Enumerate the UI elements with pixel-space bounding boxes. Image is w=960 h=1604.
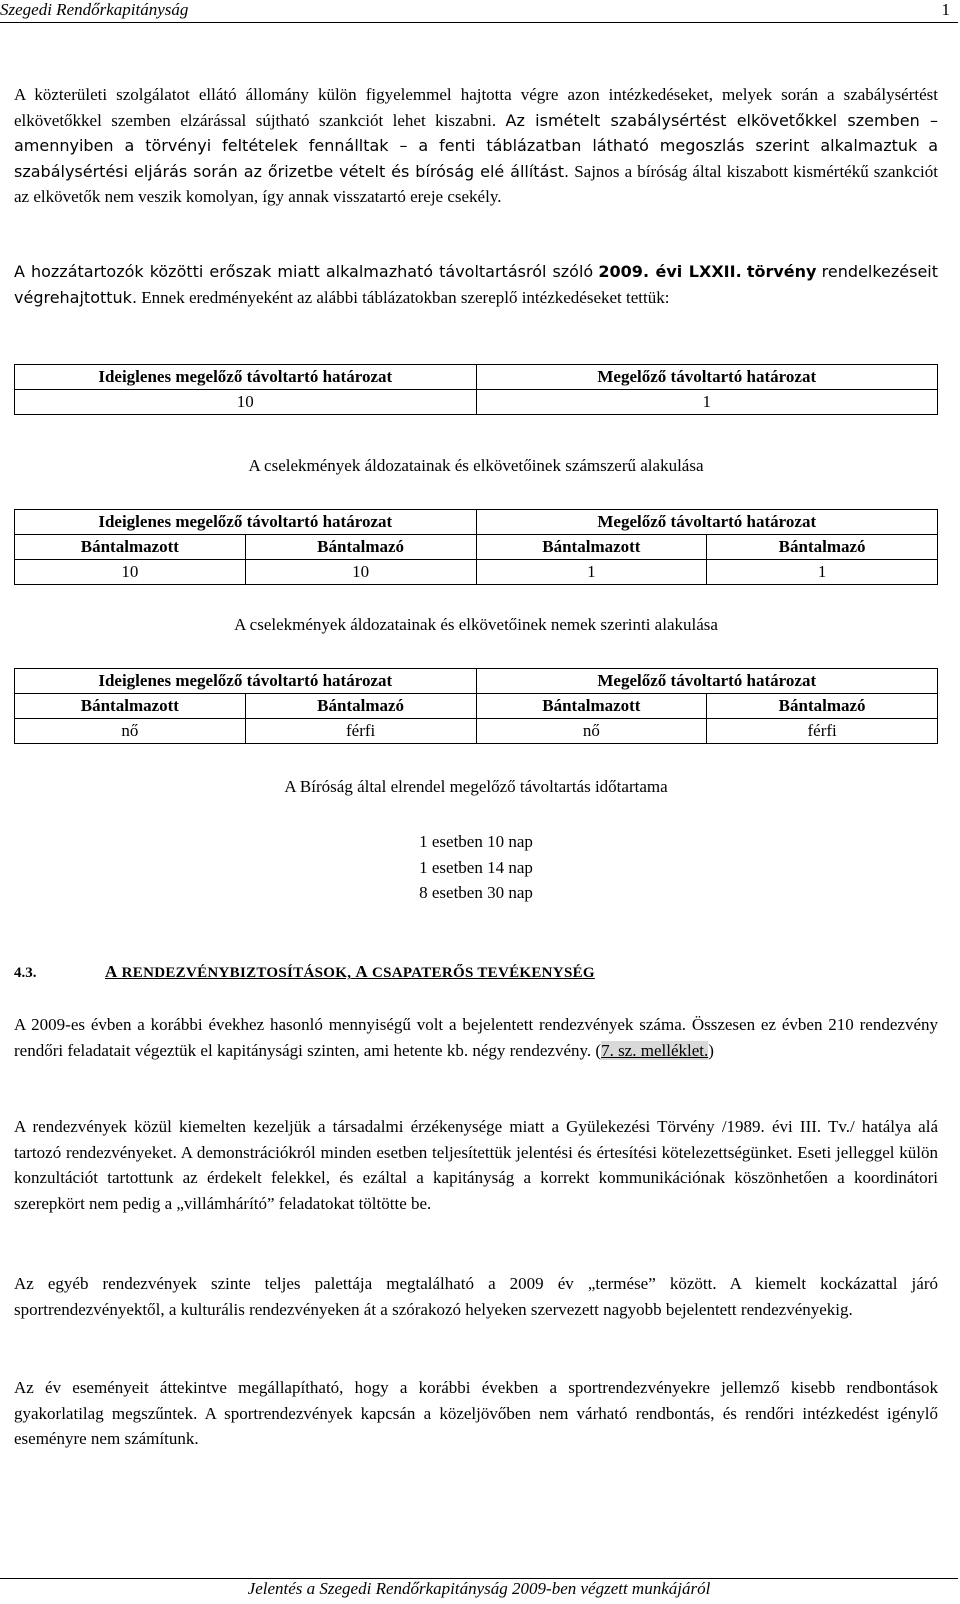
table3-header-temporary: Ideiglenes megelőző távoltartó határozat [15,669,477,694]
table3-sub-abuser: Bántalmazó [707,694,938,719]
table1-header-preventive: Megelőző távoltartó határozat [476,365,938,390]
paragraph-2-tail: Ennek eredményeként az alábbi táblázatokban szereplő intézkedéseket tettük: [141,287,670,307]
table2-cell: 1 [476,560,707,585]
table2-sub-abuser: Bántalmazó [245,535,476,560]
table2-header-temporary: Ideiglenes megelőző távoltartó határozat [15,510,477,535]
table1-value-temporary: 10 [15,390,477,415]
page-footer: Jelentés a Szegedi Rendőrkapitányság 2009-ben végzett munkájáról [0,1578,958,1604]
paragraph-2-mid: rendelkezéseit végrehajtottuk. [14,262,939,307]
section-number: 4.3. [14,965,37,981]
duration-item: 1 esetben 14 nap [419,857,533,877]
paragraph-4: A rendezvények közül kiemelten kezeljük a társadalmi érzékenysége miatt a Gyülekezési Törvény /1989. évi III. Tv./ hatálya alá tartozó rendezvényeket. A demonstrációkról minden esetben teljesítettük jelentési és értesítési kötelezettségünket. Eseti jelleggel külön konzultációt tartottunk az érdekelt felekkel, és ezáltal a kapitányság a korrekt kommunikációnak köszönhetően a koordinátori szerepkört nem pedig a „villámhárító” feladatokat töltötte be. [14,1117,938,1213]
paragraph-5: Az egyéb rendezvények szinte teljes palettája megtalálható a 2009 év „termése” között. A kiemelt kockázattal járó sportrendezvényektől, a kulturális rendezvényeken át a szórakozó helyeken szervezett nagyobb bejelentett rendezvényekig. [14,1274,938,1319]
paragraph-1 [14,82,938,210]
table3-cell: férfi [245,719,476,744]
table2-header-preventive: Megelőző távoltartó határozat [476,510,938,535]
table-restraining-orders [14,364,938,415]
section-title-cap: A [355,962,368,981]
section-heading [14,962,595,982]
duration-list [14,829,938,906]
header-title: Szegedi Rendőrkapitányság [0,0,189,19]
table3-cell: nő [476,719,707,744]
section-title-part: CSAPATERŐS TEVÉKENYSÉG [371,965,595,981]
table1-header-temporary: Ideiglenes megelőző távoltartó határozat [15,365,477,390]
paragraph-3-text: A 2009-es évben a korábbi évekhez hasonló mennyiségű volt a bejelentett rendezvények száma. Összesen ez évben 210 rendezvény rendőri feladatait végeztük el kapitánysági szinten, ami hetente kb. négy rendezvény. ( [14,1015,938,1060]
paragraph-2 [14,259,938,310]
table2-cell: 10 [245,560,476,585]
duration-item: 1 esetben 10 nap [419,832,533,851]
section-title-cap: A [105,962,118,981]
table3-cell: nő [15,719,246,744]
paragraph-1-tail-text: Sajnos a bíróság által kiszabott kismértékű szankciót az elkövetők nem veszik komolyan, így annak visszatartó ereje csekély. [14,161,938,206]
table2-sub-victim: Bántalmazott [476,535,707,560]
table-gender [14,668,938,744]
paragraph-1-sans-text: Az ismételt szabálysértést elkövetőkkel szemben – amennyiben a törvényi feltételek fennálltak – a fenti táblázatban látható megoszlás szerint alkalmaztuk a szabálysértési eljárás során az őrizetbe vételt és bíróság elé állítást. [14,110,939,181]
table3-sub-victim: Bántalmazott [476,694,707,719]
annex-link[interactable]: 7. sz. melléklet. [601,1040,709,1060]
paragraph-3-close: ) [708,1040,714,1060]
page-number: 1 [941,0,950,19]
page-header [0,0,958,23]
table2-sub-abuser: Bántalmazó [707,535,938,560]
paragraph-3 [14,1012,938,1063]
table3-sub-abuser: Bántalmazó [245,694,476,719]
section-title [105,962,595,981]
table-victims-perpetrators [14,509,938,585]
table1-value-preventive: 1 [476,390,938,415]
paragraph-6: Az év eseményeit áttekintve megállapítható, hogy a korábbi években a sportrendezvényekre jellemző kisebb rendbontások gyakorlatilag megszűntek. A sportrendezvények kapcsán a közeljövőben nem várható rendbontás, és rendőri intézkedést igénylő eseményre nem számítunk. [14,1378,938,1448]
table3-sub-victim: Bántalmazott [15,694,246,719]
duration-item: 8 esetben 30 nap [419,883,533,902]
table3-caption: A cselekmények áldozatainak és elkövetőinek nemek szerinti alakulása [234,615,718,634]
table3-header-preventive: Megelőző távoltartó határozat [476,669,938,694]
paragraph-1-text: A közterületi szolgálatot ellátó állomány külön figyelemmel hajtotta végre azon intézkedéseket, melyek során a szabálysértést elkövetőkkel szemben elzárással sújtható szankciót lehet kiszabni. [14,85,938,130]
law-word: törvény [746,262,817,281]
paragraph-2-intro: A hozzátartozók közötti erőszak miatt alkalmazható távoltartásról szóló [14,262,594,281]
duration-caption: A Bíróság által elrendel megelőző távoltartás időtartama [284,777,668,796]
table2-caption: A cselekmények áldozatainak és elkövetőinek számszerű alakulása [248,456,704,475]
table2-cell: 10 [15,560,246,585]
table3-cell: férfi [707,719,938,744]
table2-cell: 1 [707,560,938,585]
law-reference: 2009. évi LXXII. [598,262,742,281]
table2-sub-victim: Bántalmazott [15,535,246,560]
section-title-part: RENDEZVÉNYBIZTOSÍTÁSOK, [121,965,352,981]
